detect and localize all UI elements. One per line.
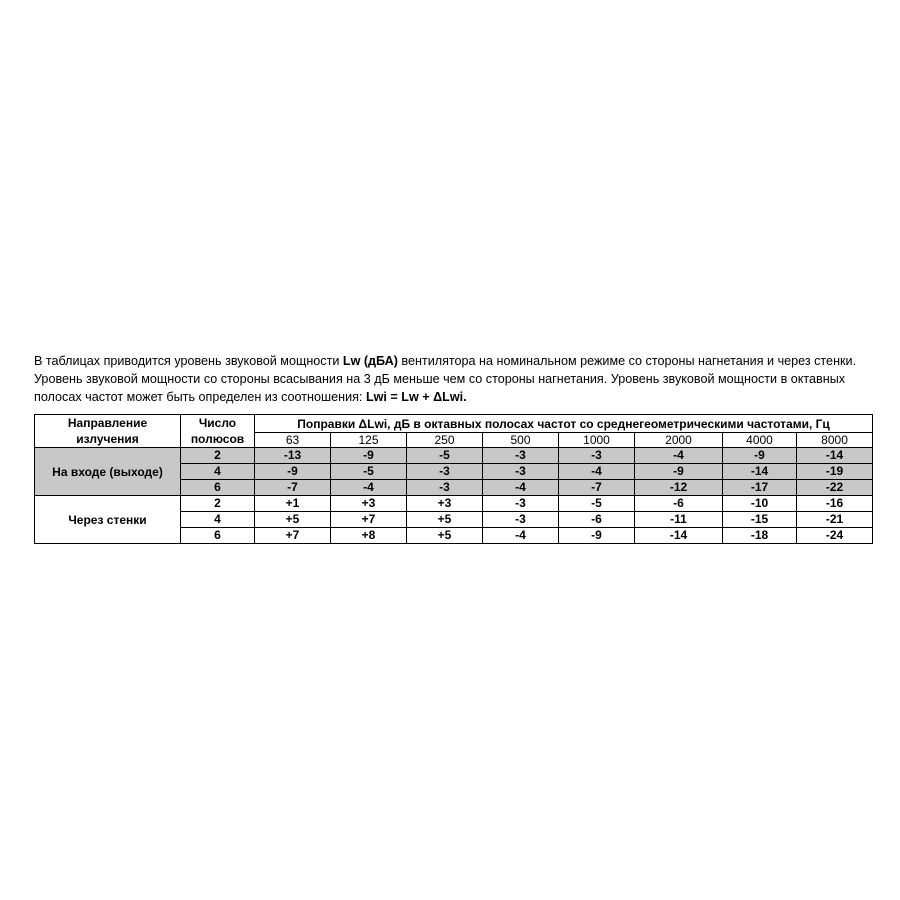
- direction-cell: Через стенки: [35, 496, 181, 544]
- poles-cell: 6: [181, 528, 255, 544]
- header-poles: Число полюсов: [181, 415, 255, 448]
- correction-value-cell: -6: [635, 496, 723, 512]
- correction-value-cell: -17: [723, 480, 797, 496]
- frequency-header-63: 63: [255, 433, 331, 448]
- correction-value-cell: -13: [255, 448, 331, 464]
- header-corrections: Поправки ΔLwi, дБ в октавных полосах частот со среднегеометрическими частотами, Гц: [255, 415, 873, 433]
- table-row: [35, 496, 873, 512]
- correction-value-cell: +7: [255, 528, 331, 544]
- correction-value-cell: -4: [483, 480, 559, 496]
- correction-value-cell: -14: [723, 464, 797, 480]
- correction-value-cell: -3: [483, 496, 559, 512]
- correction-value-cell: -22: [797, 480, 873, 496]
- frequency-header-250: 250: [407, 433, 483, 448]
- correction-value-cell: -9: [723, 448, 797, 464]
- intro-text-1: В таблицах приводится уровень звуковой мощности: [34, 354, 343, 368]
- correction-value-cell: -24: [797, 528, 873, 544]
- correction-value-cell: -4: [483, 528, 559, 544]
- correction-value-cell: +5: [407, 512, 483, 528]
- correction-value-cell: -4: [635, 448, 723, 464]
- correction-value-cell: +5: [407, 528, 483, 544]
- sound-correction-table: [34, 414, 873, 544]
- intro-formula: Lwi = Lw + ΔLwi.: [365, 390, 467, 404]
- correction-value-cell: -7: [255, 480, 331, 496]
- correction-value-cell: -3: [483, 464, 559, 480]
- correction-value-cell: +1: [255, 496, 331, 512]
- poles-cell: 4: [181, 512, 255, 528]
- correction-value-cell: -18: [723, 528, 797, 544]
- correction-value-cell: -9: [559, 528, 635, 544]
- correction-value-cell: -3: [407, 464, 483, 480]
- correction-value-cell: +8: [331, 528, 407, 544]
- frequency-header-125: 125: [331, 433, 407, 448]
- poles-cell: 2: [181, 496, 255, 512]
- correction-value-cell: -5: [559, 496, 635, 512]
- correction-value-cell: -7: [559, 480, 635, 496]
- correction-value-cell: +3: [407, 496, 483, 512]
- correction-value-cell: -3: [483, 448, 559, 464]
- correction-value-cell: -9: [331, 448, 407, 464]
- header-direction: Направление излучения: [35, 415, 181, 448]
- intro-lw-term: Lw (дБА): [342, 354, 398, 368]
- correction-value-cell: -12: [635, 480, 723, 496]
- poles-cell: 2: [181, 448, 255, 464]
- correction-value-cell: -5: [407, 448, 483, 464]
- correction-value-cell: -4: [331, 480, 407, 496]
- poles-cell: 6: [181, 480, 255, 496]
- frequency-header-8000: 8000: [797, 433, 873, 448]
- correction-value-cell: -3: [483, 512, 559, 528]
- frequency-header-1000: 1000: [559, 433, 635, 448]
- correction-value-cell: -11: [635, 512, 723, 528]
- poles-cell: 4: [181, 464, 255, 480]
- correction-value-cell: -5: [331, 464, 407, 480]
- correction-value-cell: -21: [797, 512, 873, 528]
- table-row: [35, 448, 873, 464]
- direction-cell: На входе (выходе): [35, 448, 181, 496]
- correction-value-cell: -19: [797, 464, 873, 480]
- correction-value-cell: +5: [255, 512, 331, 528]
- intro-text-2: вентилятора на номинальном режиме со стороны нагнетания и через стенки. Уровень звуковой мощности со стороны всасывания на 3 дБ меньше чем со стороны нагнетания. Уровень звуковой мощности в октавных полосах частот может быть определен из соотношения:: [34, 354, 857, 404]
- correction-value-cell: -6: [559, 512, 635, 528]
- correction-value-cell: -4: [559, 464, 635, 480]
- correction-value-cell: -14: [635, 528, 723, 544]
- frequency-header-2000: 2000: [635, 433, 723, 448]
- correction-value-cell: -9: [255, 464, 331, 480]
- correction-value-cell: +3: [331, 496, 407, 512]
- frequency-header-4000: 4000: [723, 433, 797, 448]
- correction-value-cell: -10: [723, 496, 797, 512]
- correction-value-cell: -3: [559, 448, 635, 464]
- correction-value-cell: -3: [407, 480, 483, 496]
- frequency-header-500: 500: [483, 433, 559, 448]
- correction-value-cell: -9: [635, 464, 723, 480]
- correction-value-cell: -14: [797, 448, 873, 464]
- intro-paragraph: [34, 352, 870, 406]
- correction-value-cell: +7: [331, 512, 407, 528]
- correction-value-cell: -15: [723, 512, 797, 528]
- correction-value-cell: -16: [797, 496, 873, 512]
